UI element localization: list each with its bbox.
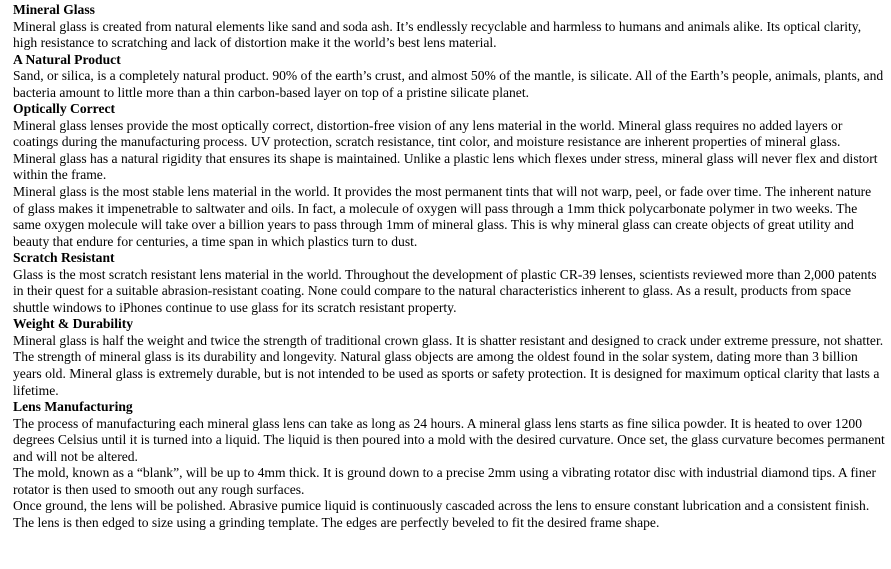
paragraph: Mineral glass has a natural rigidity that ensures its shape is maintained. Unlike a plastic lens which flexes under stress, mineral glass will never flex and distort within the frame.	[13, 150, 878, 183]
section-heading: Weight & Durability	[13, 316, 134, 332]
paragraph: Mineral glass is the most stable lens material in the world. It provides the most permanent tints that will not warp, peel, or fade over time. The inherent nature of glass makes it impenetrable to saltwater and oils. In fact, a molecule of oxygen will pass through a 1mm thick polycarbonate polymer in two weeks. The same oxygen molecule will take over a billion years to pass through 1mm of mineral glass. This is why mineral glass can create objects of great utility and beauty that endure for centuries, a time span in which plastics turn to dust.	[13, 184, 872, 249]
section-heading: Scratch Resistant	[13, 250, 115, 266]
section-heading: Mineral Glass	[13, 2, 95, 17]
document-body	[13, 2, 885, 532]
paragraph: The process of manufacturing each mineral glass lens can take as long as 24 hours. A mineral glass lens starts as fine silica powder. It is heated to over 1200 degrees Celsius until it is turned into a liquid. The liquid is then poured into a mold with the desired curvature. Once set, the glass curvature becomes permanent and will not be altered.	[13, 415, 885, 464]
section-lens-manufacturing	[13, 399, 885, 531]
paragraph: Mineral glass is created from natural elements like sand and soda ash. It’s endlessly recyclable and harmless to humans and animals alike. Its optical clarity, high resistance to scratching and lack of distortion make it the world’s best lens material.	[13, 18, 862, 51]
paragraph: Glass is the most scratch resistant lens material in the world. Throughout the development of plastic CR-39 lenses, scientists reviewed more than 2,000 patents in their quest for a suitable abrasion-resistant coating. None could compare to the natural characteristics inherent to glass. As a result, products from space shuttle windows to iPhones continue to use glass for its scratch resistant property.	[13, 266, 877, 315]
section-a-natural-product	[13, 52, 885, 102]
section-heading: A Natural Product	[13, 51, 121, 67]
paragraph: Sand, or silica, is a completely natural product. 90% of the earth’s crust, and almost 50% of the mantle, is silicate. All of the Earth’s people, animals, plants, and bacteria amount to little more than a thin carbon-based layer on top of a pristine silicate planet.	[13, 68, 884, 100]
section-optically-correct	[13, 101, 885, 250]
section-scratch-resistant	[13, 250, 885, 316]
paragraph: Once ground, the lens will be polished. Abrasive pumice liquid is continuously cascaded across the lens to ensure constant lubrication and a consistent finish. The lens is then edged to size using a grinding template. The edges are perfectly beveled to fit the desired frame shape.	[13, 498, 870, 530]
paragraph: Mineral glass is half the weight and twice the strength of traditional crown glass. It is shatter resistant and designed to crack under extreme pressure, not shatter. The strength of mineral glass is its durability and longevity. Natural glass objects are among the oldest found in the solar system, dating more than 3 billion years old. Mineral glass is extremely durable, but is not intended to be used as sports or safety protection. It is designed for maximum optical clarity that lasts a lifetime.	[13, 332, 884, 398]
section-weight-durability	[13, 316, 885, 399]
section-heading: Optically Correct	[13, 101, 116, 117]
paragraph: Mineral glass lenses provide the most optically correct, distortion-free vision of any lens material in the world. Mineral glass requires no added layers or coatings during the manufacturing process. UV protection, scratch resistance, tint color, and moisture resistance are inherent properties of mineral glass.	[13, 117, 843, 150]
section-heading: Lens Manufacturing	[13, 399, 133, 415]
section-mineral-glass	[13, 2, 885, 52]
paragraph: The mold, known as a “blank”, will be up to 4mm thick. It is ground down to a precise 2mm using a vibrating rotator disc with industrial diamond tips. A finer rotator is then used to smooth out any rough surfaces.	[13, 465, 877, 497]
